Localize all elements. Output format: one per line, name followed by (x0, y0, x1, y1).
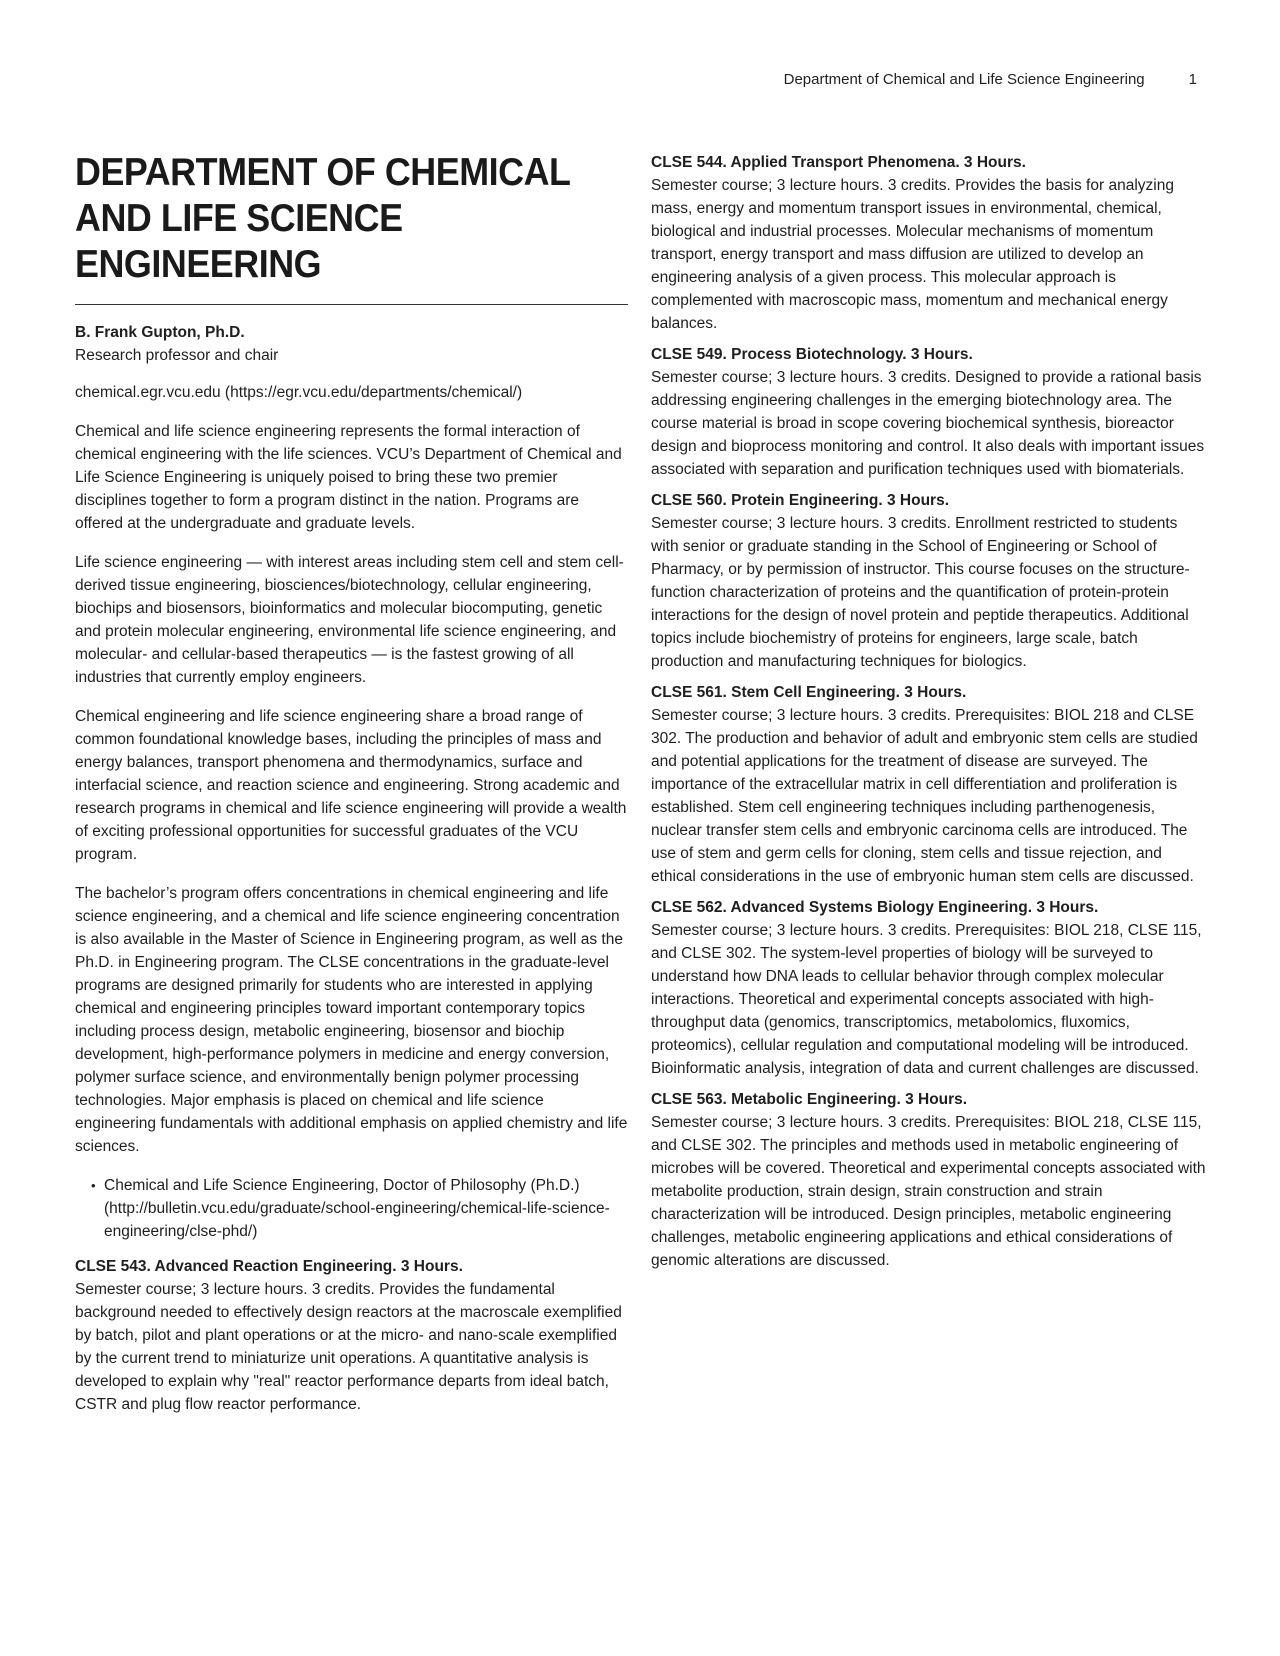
life-science-paragraph: Life science engineering — with interest areas including stem cell and stem cell-derived tissue engineering, biosciences/biotechnology, cellular engineering, biochips and biosensors, bioinformatics and molecular biocomputing, genetic and protein molecular engineering, environmental life science engineering, and molecular- and cellular-based therapeutics — is the fastest growing of all industries that currently employ engineers. (75, 554, 624, 686)
course-description: Semester course; 3 lecture hours. 3 credits. Provides the basis for analyzing mass, energy and momentum transport issues in environmental, chemical, biological and industrial processes. Molecular mechanisms of momentum transport, energy transport and mass diffusion are utilized to develop an engineering analysis of a given process. This molecular approach is complemented with macroscopic mass, momentum and mechanical energy balances. (651, 177, 1174, 332)
course-title: CLSE 560. Protein Engineering. 3 Hours. (651, 492, 950, 509)
running-title: Department of Chemical and Life Science Engineering (783, 71, 1145, 88)
title-divider (75, 304, 628, 305)
program-list (75, 1174, 628, 1243)
chair-block (75, 321, 628, 367)
course-title: CLSE 544. Applied Transport Phenomena. 3 Hours. (651, 154, 1026, 171)
department-website-link[interactable]: chemical.egr.vcu.edu (https://egr.vcu.edu/departments/chemical/) (75, 384, 523, 401)
page-title: DEPARTMENT OF CHEMICAL AND LIFE SCIENCE ENGINEERING (75, 151, 570, 286)
course-description: Semester course; 3 lecture hours. 3 credits. Prerequisites: BIOL 218, CLSE 115, and CLSE 302. The principles and methods used in metabolic engineering of microbes will be covered. Theoretical and experimental concepts associated with metabolite production, strain design, strain construction and strain characterization will be introduced. Design principles, metabolic engineering challenges, metabolic engineering applications and ethical considerations of genomic alterations are discussed. (651, 1114, 1206, 1269)
left-column (75, 150, 628, 1424)
chair-role: Research professor and chair (75, 347, 279, 364)
course-title: CLSE 563. Metabolic Engineering. 3 Hours. (651, 1091, 968, 1108)
course-title: CLSE 549. Process Biotechnology. 3 Hours. (651, 346, 973, 363)
chair-name: B. Frank Gupton, Ph.D. (75, 324, 245, 341)
program-link-phd[interactable]: • Chemical and Life Science Engineering, Doctor of Philosophy (Ph.D.) (http://bulletin.vcu.edu/graduate/school-engineering/chemical-life-science-engineering/clse-phd/) (104, 1174, 628, 1243)
programs-paragraph: The bachelor’s program offers concentrations in chemical engineering and life science engineering, and a chemical and life science engineering concentration is also available in the Master of Science in Engineering program, as well as the Ph.D. in Engineering program. The CLSE concentrations in the graduate-level programs are designed primarily for students who are interested in applying chemical and engineering principles toward important contemporary topics including process design, metabolic engineering, biosensor and biochip development, high-performance polymers in medicine and energy conversion, polymer surface science, and environmentally benign polymer processing technologies. Major emphasis is placed on chemical and life science engineering fundamentals with additional emphasis on applied chemistry and life sciences. (75, 885, 628, 1155)
course-description: Semester course; 3 lecture hours. 3 credits. Prerequisites: BIOL 218, CLSE 115, and CLSE 302. The system-level properties of biology will be surveyed to understand how DNA leads to cellular behavior through complex molecular interactions. Theoretical and experimental concepts associated with high-throughput data (genomics, transcriptomics, metabolomics, fluxomics, proteomics), cellular regulation and computational modeling will be introduced. Bioinformatic analysis, integration of data and current challenges are discussed. (651, 922, 1202, 1077)
shared-knowledge-paragraph: Chemical engineering and life science engineering share a broad range of common foundational knowledge bases, including the principles of mass and energy balances, transport phenomena and thermodynamics, surface and interfacial science, and reaction science and engineering. Strong academic and research programs in chemical and life science engineering will provide a wealth of exciting professional opportunities for successful graduates of the VCU program. (75, 708, 627, 863)
course-description: Semester course; 3 lecture hours. 3 credits. Provides the fundamental background needed to effectively design reactors at the macroscale exemplified by batch, pilot and plant operations or at the micro- and nano-scale exemplified by the current trend to miniaturize unit operations. A quantitative analysis is developed to explain why "real" reactor performance departs from ideal batch, CSTR and plug flow reactor performance. (75, 1281, 622, 1413)
course-entry (651, 343, 1206, 481)
course-entry (651, 681, 1206, 888)
right-column (651, 151, 1206, 1280)
course-entry (75, 1255, 628, 1416)
course-description: Semester course; 3 lecture hours. 3 credits. Designed to provide a rational basis addressing engineering challenges in the emerging biotechnology area. The course material is broad in scope covering biochemical synthesis, bioreactor design and bioprocess monitoring and control. It also deals with important issues associated with separation and purification techniques used with biomaterials. (651, 369, 1205, 478)
course-entry (651, 896, 1206, 1080)
running-header (784, 71, 1197, 88)
course-title: CLSE 543. Advanced Reaction Engineering. 3 Hours. (75, 1258, 463, 1275)
course-description: Semester course; 3 lecture hours. 3 credits. Enrollment restricted to students with senior or graduate standing in the School of Engineering or School of Pharmacy, or by permission of instructor. This course focuses on the structure-function characterization of proteins and the quantification of protein-protein interactions for the design of novel protein and peptide therapeutics. Additional topics include biochemistry of proteins for engineers, large scale, batch production and manufacturing techniques for biologics. (651, 515, 1190, 670)
intro-paragraph: Chemical and life science engineering represents the formal interaction of chemical engineering with the life sciences. VCU’s Department of Chemical and Life Science Engineering is uniquely poised to bring these two premier disciplines together to form a program distinct in the nation. Programs are offered at the undergraduate and graduate levels. (75, 423, 622, 532)
page-number: 1 (1188, 71, 1197, 88)
course-title: CLSE 561. Stem Cell Engineering. 3 Hours. (651, 684, 967, 701)
course-entry (651, 489, 1206, 673)
course-title: CLSE 562. Advanced Systems Biology Engineering. 3 Hours. (651, 899, 1099, 916)
course-description: Semester course; 3 lecture hours. 3 credits. Prerequisites: BIOL 218 and CLSE 302. The production and behavior of adult and embryonic stem cells are studied and potential applications for the treatment of disease are surveyed. The importance of the extracellular matrix in cell differentiation and proliferation is established. Stem cell engineering techniques including parthenogenesis, nuclear transfer stem cells and embryonic carcinoma cells are introduced. The use of stem and germ cells for cloning, stem cells and tissue rejection, and ethical considerations in the use of embryonic human stem cells are discussed. (651, 707, 1198, 885)
course-entry (651, 1088, 1206, 1272)
course-entry (651, 151, 1206, 335)
